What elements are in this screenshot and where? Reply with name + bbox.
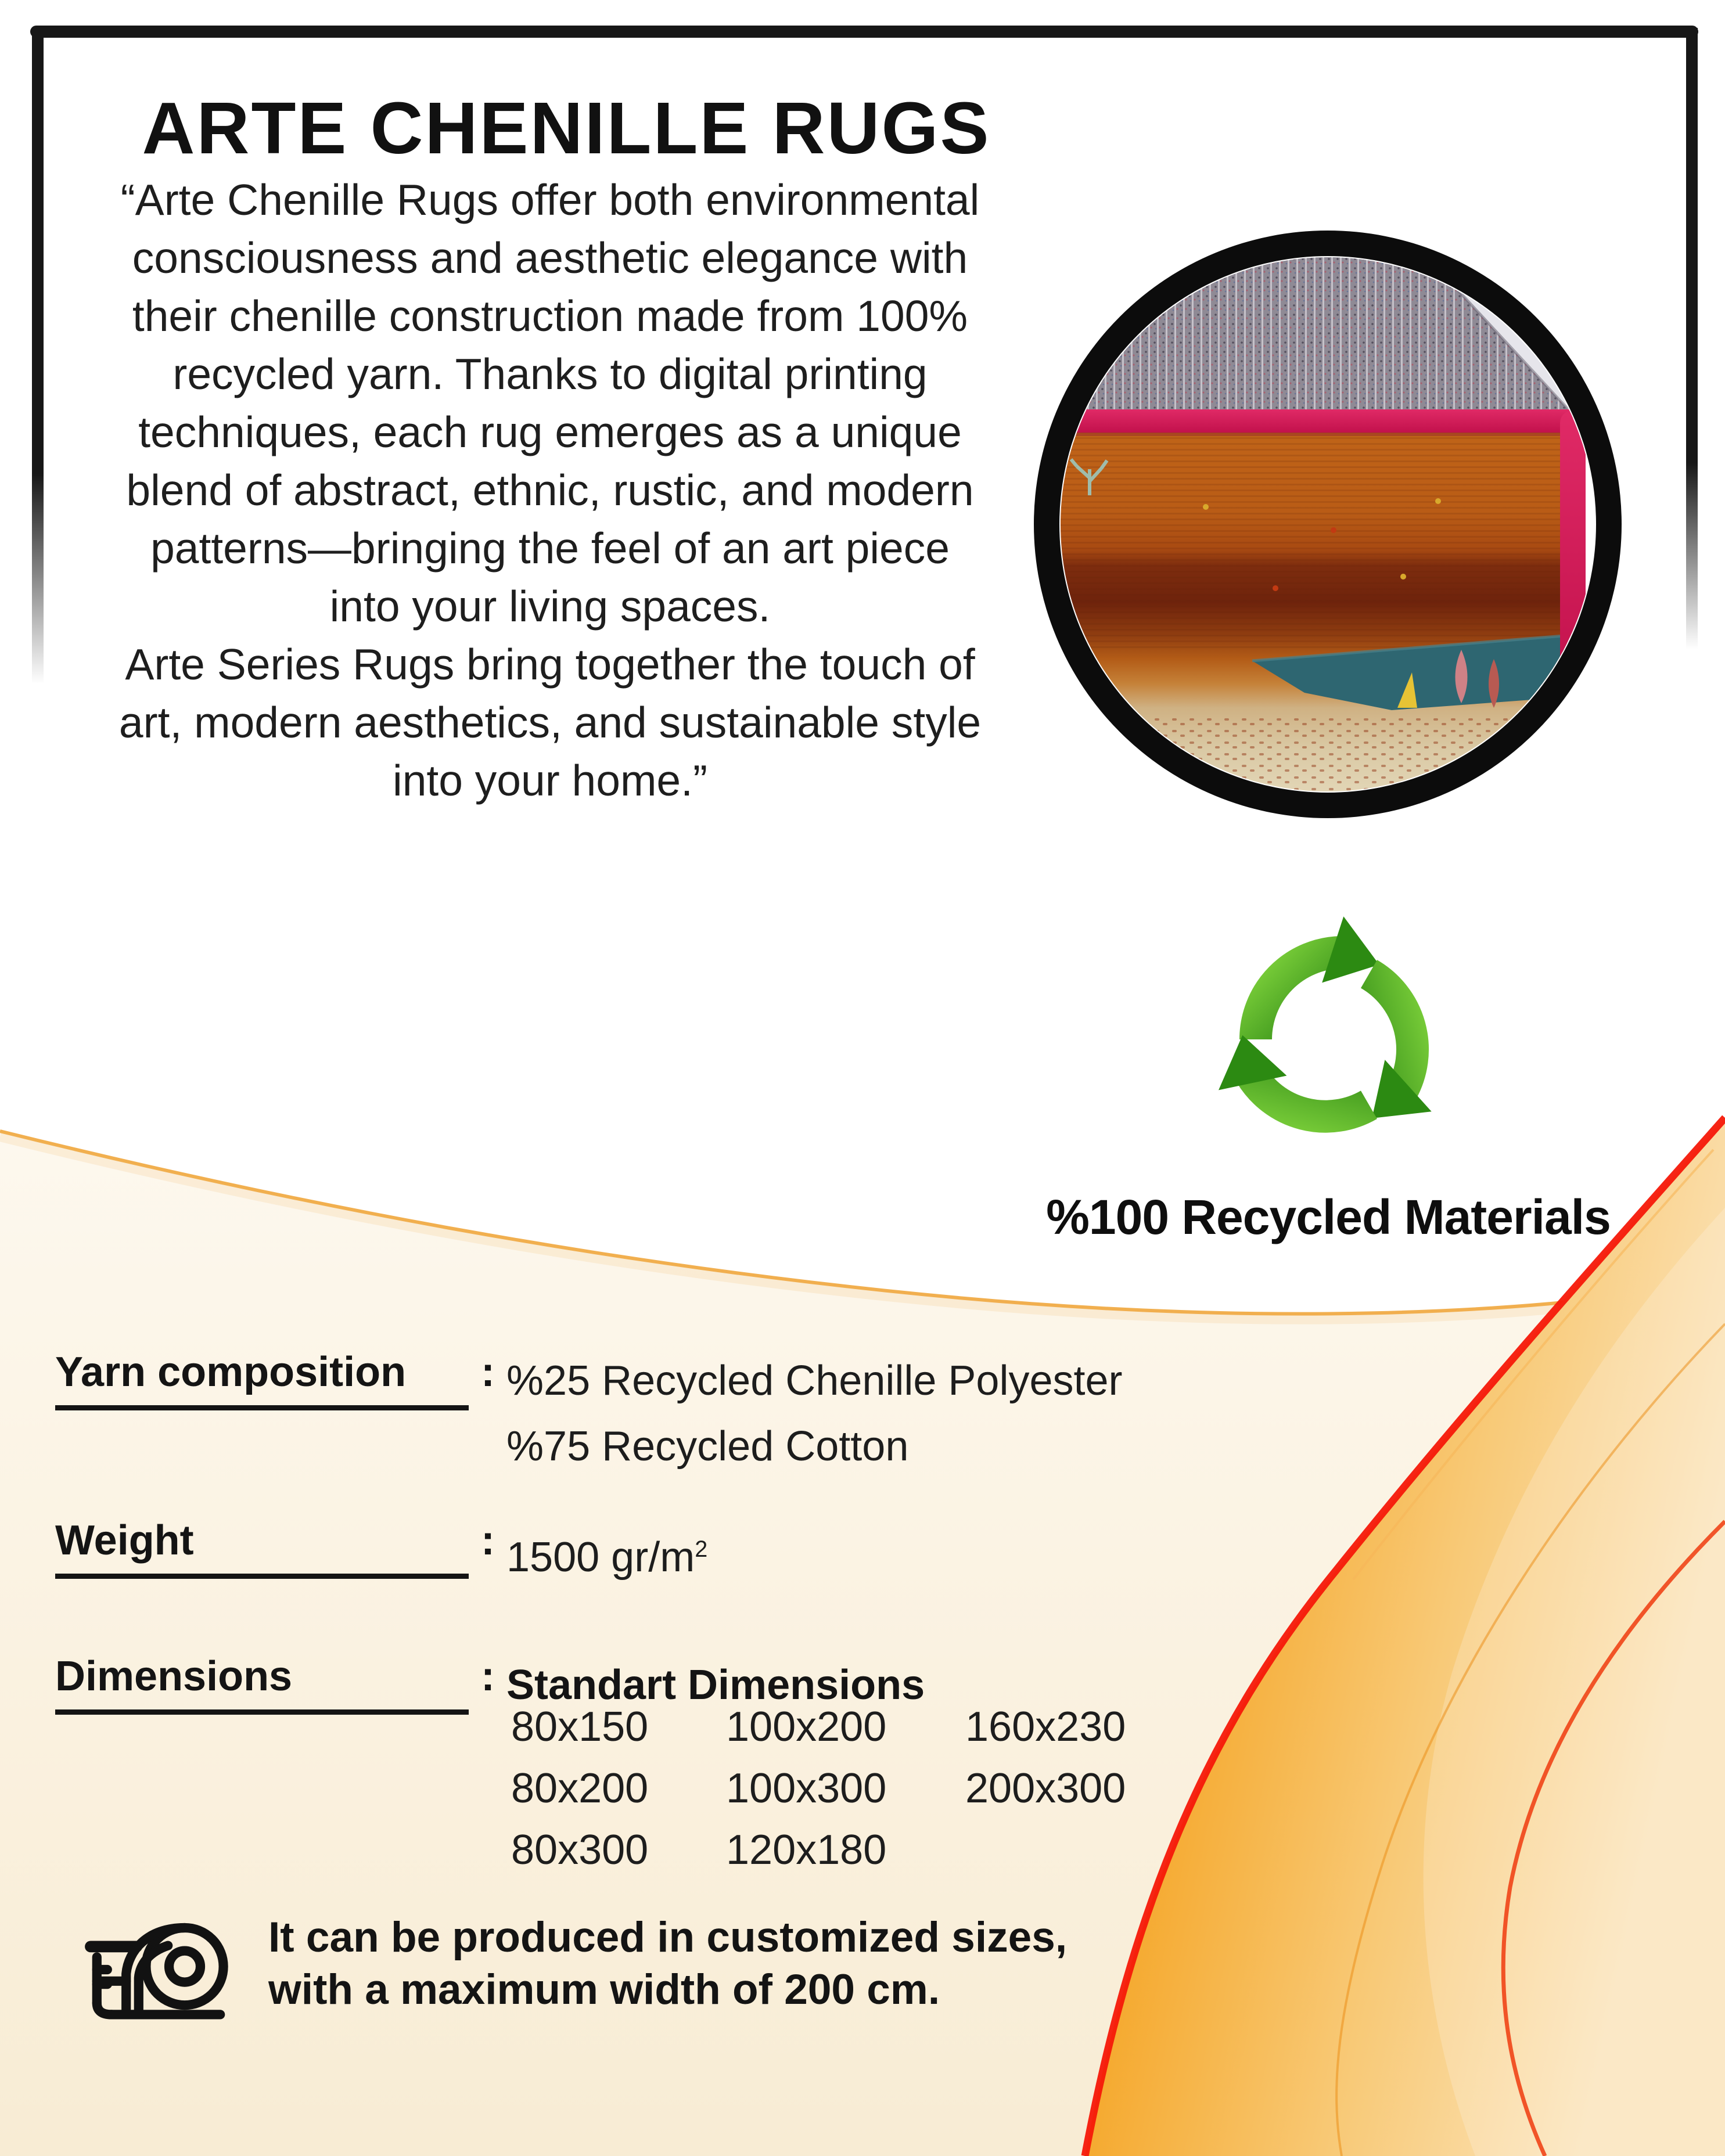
yarn-value-line: %25 Recycled Chenille Polyester <box>506 1358 1123 1404</box>
description-line: patterns—bringing the feel of an art piece <box>150 524 950 573</box>
description-line: their chenille construction made from 100% <box>132 291 968 340</box>
card-border-top <box>30 26 1698 38</box>
description-line: Arte Series Rugs bring together the touch of <box>125 640 975 689</box>
standard-sizes-grid <box>511 1706 1215 1871</box>
size-cell: 160x230 <box>965 1704 1126 1750</box>
description-line: blend of abstract, ethnic, rustic, and modern <box>126 466 974 514</box>
description-line: “Arte Chenille Rugs offer both environmental <box>120 175 980 224</box>
card-border-right <box>1686 28 1698 649</box>
size-cell: 100x300 <box>726 1765 887 1812</box>
weight-value: 1500 gr/m <box>506 1534 695 1581</box>
description-line: recycled yarn. Thanks to digital printing <box>172 350 928 398</box>
size-cell: 200x300 <box>965 1765 1126 1812</box>
spec-value <box>506 1348 1320 1480</box>
spec-colon: : <box>481 1517 495 1564</box>
description-line: into your home.” <box>393 756 707 805</box>
dimensions-value: Standart Dimensions <box>506 1662 925 1708</box>
spec-colon: : <box>481 1349 495 1395</box>
size-cell: 100x200 <box>726 1704 887 1750</box>
size-cell: 80x200 <box>511 1765 649 1812</box>
spec-value <box>506 1517 1320 1590</box>
card-border-left <box>32 28 44 684</box>
description-line: into your living spaces. <box>329 582 771 631</box>
description-paragraph <box>51 171 1049 809</box>
yarn-value-line: %75 Recycled Cotton <box>506 1423 909 1470</box>
description-line: techniques, each rug emerges as a unique <box>138 408 962 456</box>
recycle-icon <box>1192 894 1471 1173</box>
description-line: consciousness and aesthetic elegance with <box>132 233 968 282</box>
note-line: with a maximum width of 200 cm. <box>268 1966 940 2013</box>
size-cell: 80x300 <box>511 1827 649 1873</box>
size-cell: 120x180 <box>726 1827 887 1873</box>
spec-label: Dimensions <box>55 1653 469 1715</box>
description-line: art, modern aesthetics, and sustainable style <box>118 698 982 747</box>
spec-label: Weight <box>55 1517 469 1579</box>
spec-label: Yarn composition <box>55 1348 469 1410</box>
size-cell: 80x150 <box>511 1704 649 1750</box>
spec-colon: : <box>481 1653 495 1700</box>
tape-measure-icon <box>80 1917 258 2029</box>
note-line: It can be produced in customized sizes, <box>268 1914 1068 1961</box>
weight-unit-exponent: 2 <box>695 1536 708 1562</box>
page-title: ARTE CHENILLE RUGS <box>142 87 991 169</box>
custom-size-note <box>268 1912 1256 2016</box>
rug-photo-image <box>1032 228 1624 820</box>
rug-photo <box>1032 228 1624 820</box>
recycle-caption: %100 Recycled Materials <box>1046 1190 1611 1244</box>
